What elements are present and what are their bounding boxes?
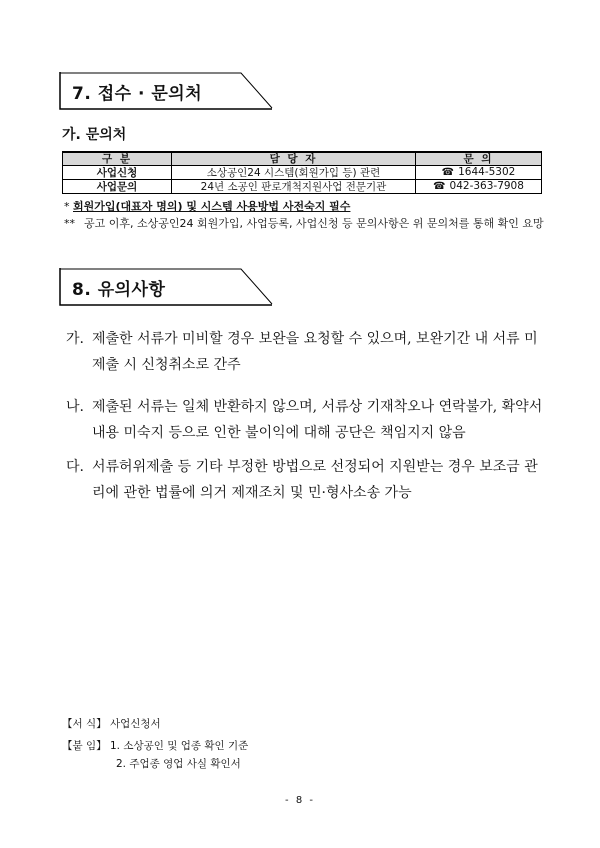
table-header-row (63, 152, 542, 166)
section-8-title: 8. 유의사항 (72, 280, 166, 300)
caution-item (66, 454, 551, 506)
phone-icon: ☎ (441, 167, 455, 178)
table-row (63, 180, 542, 194)
table-row (63, 166, 542, 180)
caution-marker: 나. (66, 399, 84, 415)
attach-item: 2. 주업종 영업 사실 확인서 (116, 758, 241, 770)
form-line (62, 716, 161, 731)
section-7-header (59, 72, 273, 110)
header-category: 구 분 (63, 152, 172, 166)
header-contact: 문 의 (416, 152, 542, 166)
row-manager: 소상공인24 시스템(회원가입 등) 관련 (172, 166, 416, 180)
form-value: 사업신청서 (109, 718, 161, 730)
note1-text: 회원가입(대표자 명의) 및 시스템 사용방법 사전숙지 필수 (73, 200, 351, 213)
note2-prefix: ** (64, 217, 75, 230)
section-8-header (59, 268, 273, 306)
note2-text: 공고 이후, 소상공인24 회원가입, 사업등록, 사업신청 등 문의사항은 위 문의처를 통해 확인 요망 (84, 217, 544, 230)
section-7-title: 7. 접수 · 문의처 (72, 84, 203, 104)
attach-line (62, 738, 248, 753)
note1-prefix: * (64, 200, 73, 213)
header-manager: 담 당 자 (172, 152, 416, 166)
row-contact-cell (416, 180, 542, 194)
caution-text: 제출된 서류는 일체 반환하지 않으며, 서류상 기재착오나 연락불가, 확약서 내용 미숙지 등으로 인한 불이익에 대해 공단은 책임지지 않음 (92, 399, 543, 441)
row-contact-cell (416, 166, 542, 180)
caution-marker: 가. (66, 331, 84, 347)
caution-item (66, 326, 551, 378)
attach-line (116, 756, 241, 771)
note-inquiry (64, 215, 544, 232)
row-manager: 24년 소공인 판로개척지원사업 전문기관 (172, 180, 416, 194)
row-contact: 042-363-7908 (449, 180, 524, 192)
row-category: 사업신청 (63, 166, 172, 180)
caution-text: 서류허위제출 등 기타 부정한 방법으로 선정되어 지원받는 경우 보조금 관리에 관한 법률에 의거 제재조치 및 민·형사소송 가능 (92, 459, 538, 501)
caution-marker: 다. (66, 459, 84, 475)
contact-table (62, 151, 542, 194)
row-category: 사업문의 (63, 180, 172, 194)
row-contact: 1644-5302 (458, 166, 516, 178)
note-required (64, 198, 350, 214)
caution-item (66, 394, 551, 446)
phone-icon: ☎ (433, 181, 446, 192)
attach-item: 1. 소상공인 및 업종 확인 기준 (109, 740, 249, 752)
form-label: 【서 식】 (62, 718, 107, 730)
attach-label: 【붙 임】 (62, 740, 107, 752)
caution-text: 제출한 서류가 미비할 경우 보완을 요청할 수 있으며, 보완기간 내 서류 미제출 시 신청취소로 간주 (92, 331, 538, 373)
subsection-title: 가. 문의처 (62, 127, 127, 143)
page-number: - 8 - (285, 795, 315, 806)
